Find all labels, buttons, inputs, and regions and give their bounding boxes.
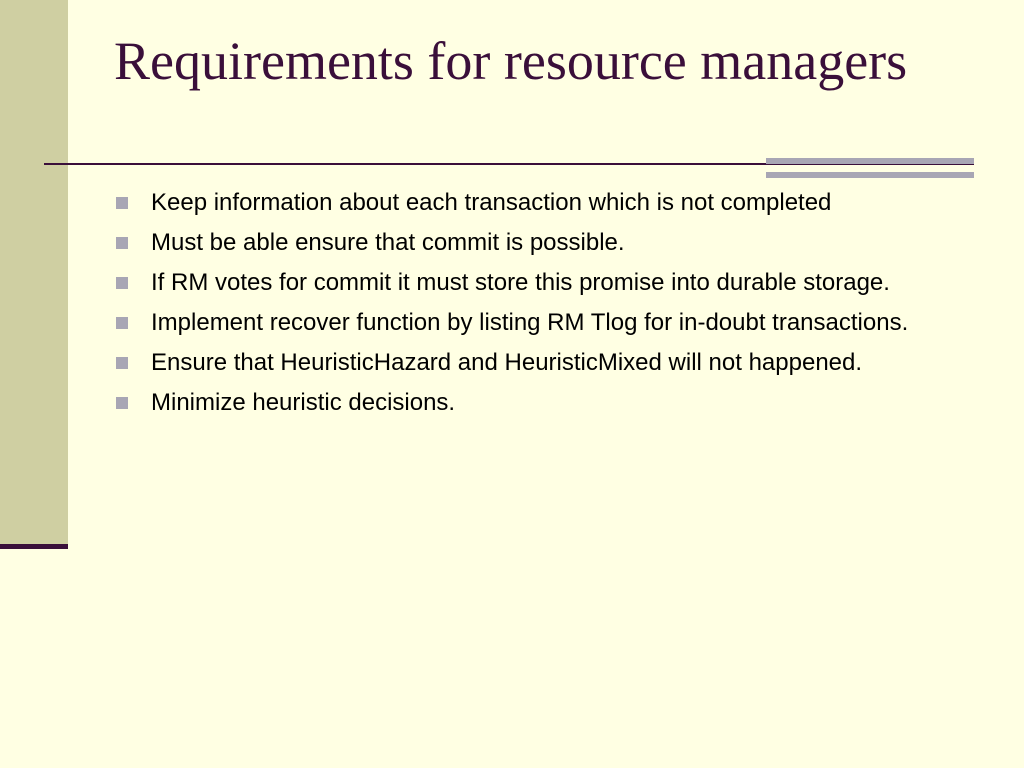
bullet-text: Minimize heuristic decisions. xyxy=(151,389,456,416)
square-bullet-icon xyxy=(116,237,128,249)
left-band-accent-line xyxy=(0,544,68,549)
square-bullet-icon xyxy=(116,277,128,289)
bullet-item xyxy=(114,266,974,299)
square-bullet-icon xyxy=(116,397,128,409)
bullet-item xyxy=(114,306,974,339)
title-rule-accent-bars xyxy=(766,158,974,178)
accent-bar-top xyxy=(766,158,974,164)
accent-bar-bottom xyxy=(766,172,974,178)
slide-title: Requirements for resource managers xyxy=(114,31,908,91)
bullet-list xyxy=(114,186,974,426)
bullet-text: If RM votes for commit it must store this promise into durable storage. xyxy=(151,269,890,296)
square-bullet-icon xyxy=(116,317,128,329)
bullet-item xyxy=(114,386,974,419)
bullet-text: Ensure that HeuristicHazard and HeuristicMixed will not happened. xyxy=(151,349,863,376)
bullet-item xyxy=(114,186,974,219)
square-bullet-icon xyxy=(116,197,128,209)
bullet-text: Keep information about each transaction which is not completed xyxy=(151,189,832,216)
bullet-text: Must be able ensure that commit is possible. xyxy=(151,229,625,256)
left-decorative-band xyxy=(0,0,68,544)
bullet-text: Implement recover function by listing RM Tlog for in-doubt transactions. xyxy=(151,309,909,336)
bullet-item xyxy=(114,226,974,259)
bullet-item xyxy=(114,346,974,379)
square-bullet-icon xyxy=(116,357,128,369)
